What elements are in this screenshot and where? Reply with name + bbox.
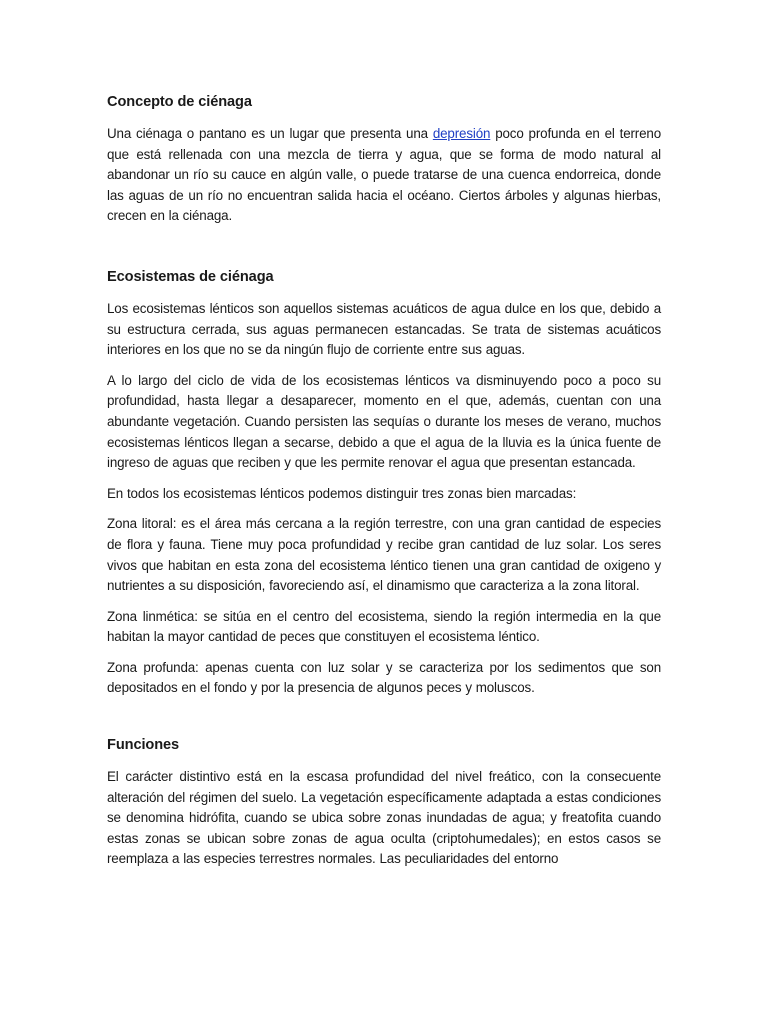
document-page [107,92,661,909]
paragraph: En todos los ecosistemas lénticos podemos distinguir tres zonas bien marcadas: [107,485,577,501]
section-heading: Ecosistemas de ciénaga [107,268,274,285]
section-heading: Concepto de ciénaga [107,94,252,110]
paragraph-text: poco profunda en el terreno que está rellenada con una mezcla de tierra y agua, que se forma de modo natural al abandonar un río su cauce en algún valle, o puede tratarse de una cuenca endorreica, donde las aguas de un río no encuentran salida hacia el océano. Ciertos árboles y algunas hierbas, crecen en la ciénaga. [107,126,662,224]
section-funciones [107,735,661,869]
paragraph-clip [107,767,661,869]
section-heading: Funciones [107,737,180,754]
depresion-link[interactable]: depresión [432,126,491,141]
section-concepto [107,92,661,227]
paragraph: Zona linmética: se sitúa en el centro del ecosistema, siendo la región intermedia en la que habitan la mayor cantidad de peces que constituyen el ecosistema léntico. [107,608,661,645]
section-ecosistemas [107,267,661,699]
paragraph [107,124,661,227]
paragraph-text: Una ciénaga o pantano es un lugar que presenta una [107,126,433,141]
paragraph: Zona litoral: es el área más cercana a la región terrestre, con una gran cantidad de especies de flora y fauna. Tiene muy poca profundidad y recibe gran cantidad de luz solar. Los seres vivos que habitan en esta zona del ecosistema léntico tienen una gran cantidad de oxigeno y nutrientes a su disposición, favoreciendo así, el dinamismo que caracteriza a la zona litoral. [107,516,661,594]
paragraph: Zona profunda: apenas cuenta con luz solar y se caracteriza por los sedimentos que son depositados en el fondo y por la presencia de algunos peces y moluscos. [107,659,661,696]
paragraph: El carácter distintivo está en la escasa profundidad del nivel freático, con la consecuente alteración del régimen del suelo. La vegetación específicamente adaptada a estas condiciones se denomina hidrófita, cuando se ubica sobre zonas inundadas de agua; y freatofita cuando estas zonas se ubican sobre zonas de agua oculta (criptohumedales); en estos casos se reemplaza a las especies terrestres normales. Las peculiaridades del entorno [107,769,661,867]
paragraph: A lo largo del ciclo de vida de los ecosistemas lénticos va disminuyendo poco a poco su profundidad, hasta llegar a desaparecer, momento en el que, además, cuentan con una abundante vegetación. Cuando persisten las sequías o durante los meses de verano, muchos ecosistemas lénticos llegan a secarse, debido a que el agua de la lluvia es la única fuente de ingreso de aguas que reciben y que les permite renovar el agua que presentan estancada. [107,372,661,471]
paragraph: Los ecosistemas lénticos son aquellos sistemas acuáticos de agua dulce en los que, debido a su estructura cerrada, sus aguas permanecen estancadas. Se trata de sistemas acuáticos interiores en los que no se da ningún flujo de corriente entre sus aguas. [107,300,661,358]
